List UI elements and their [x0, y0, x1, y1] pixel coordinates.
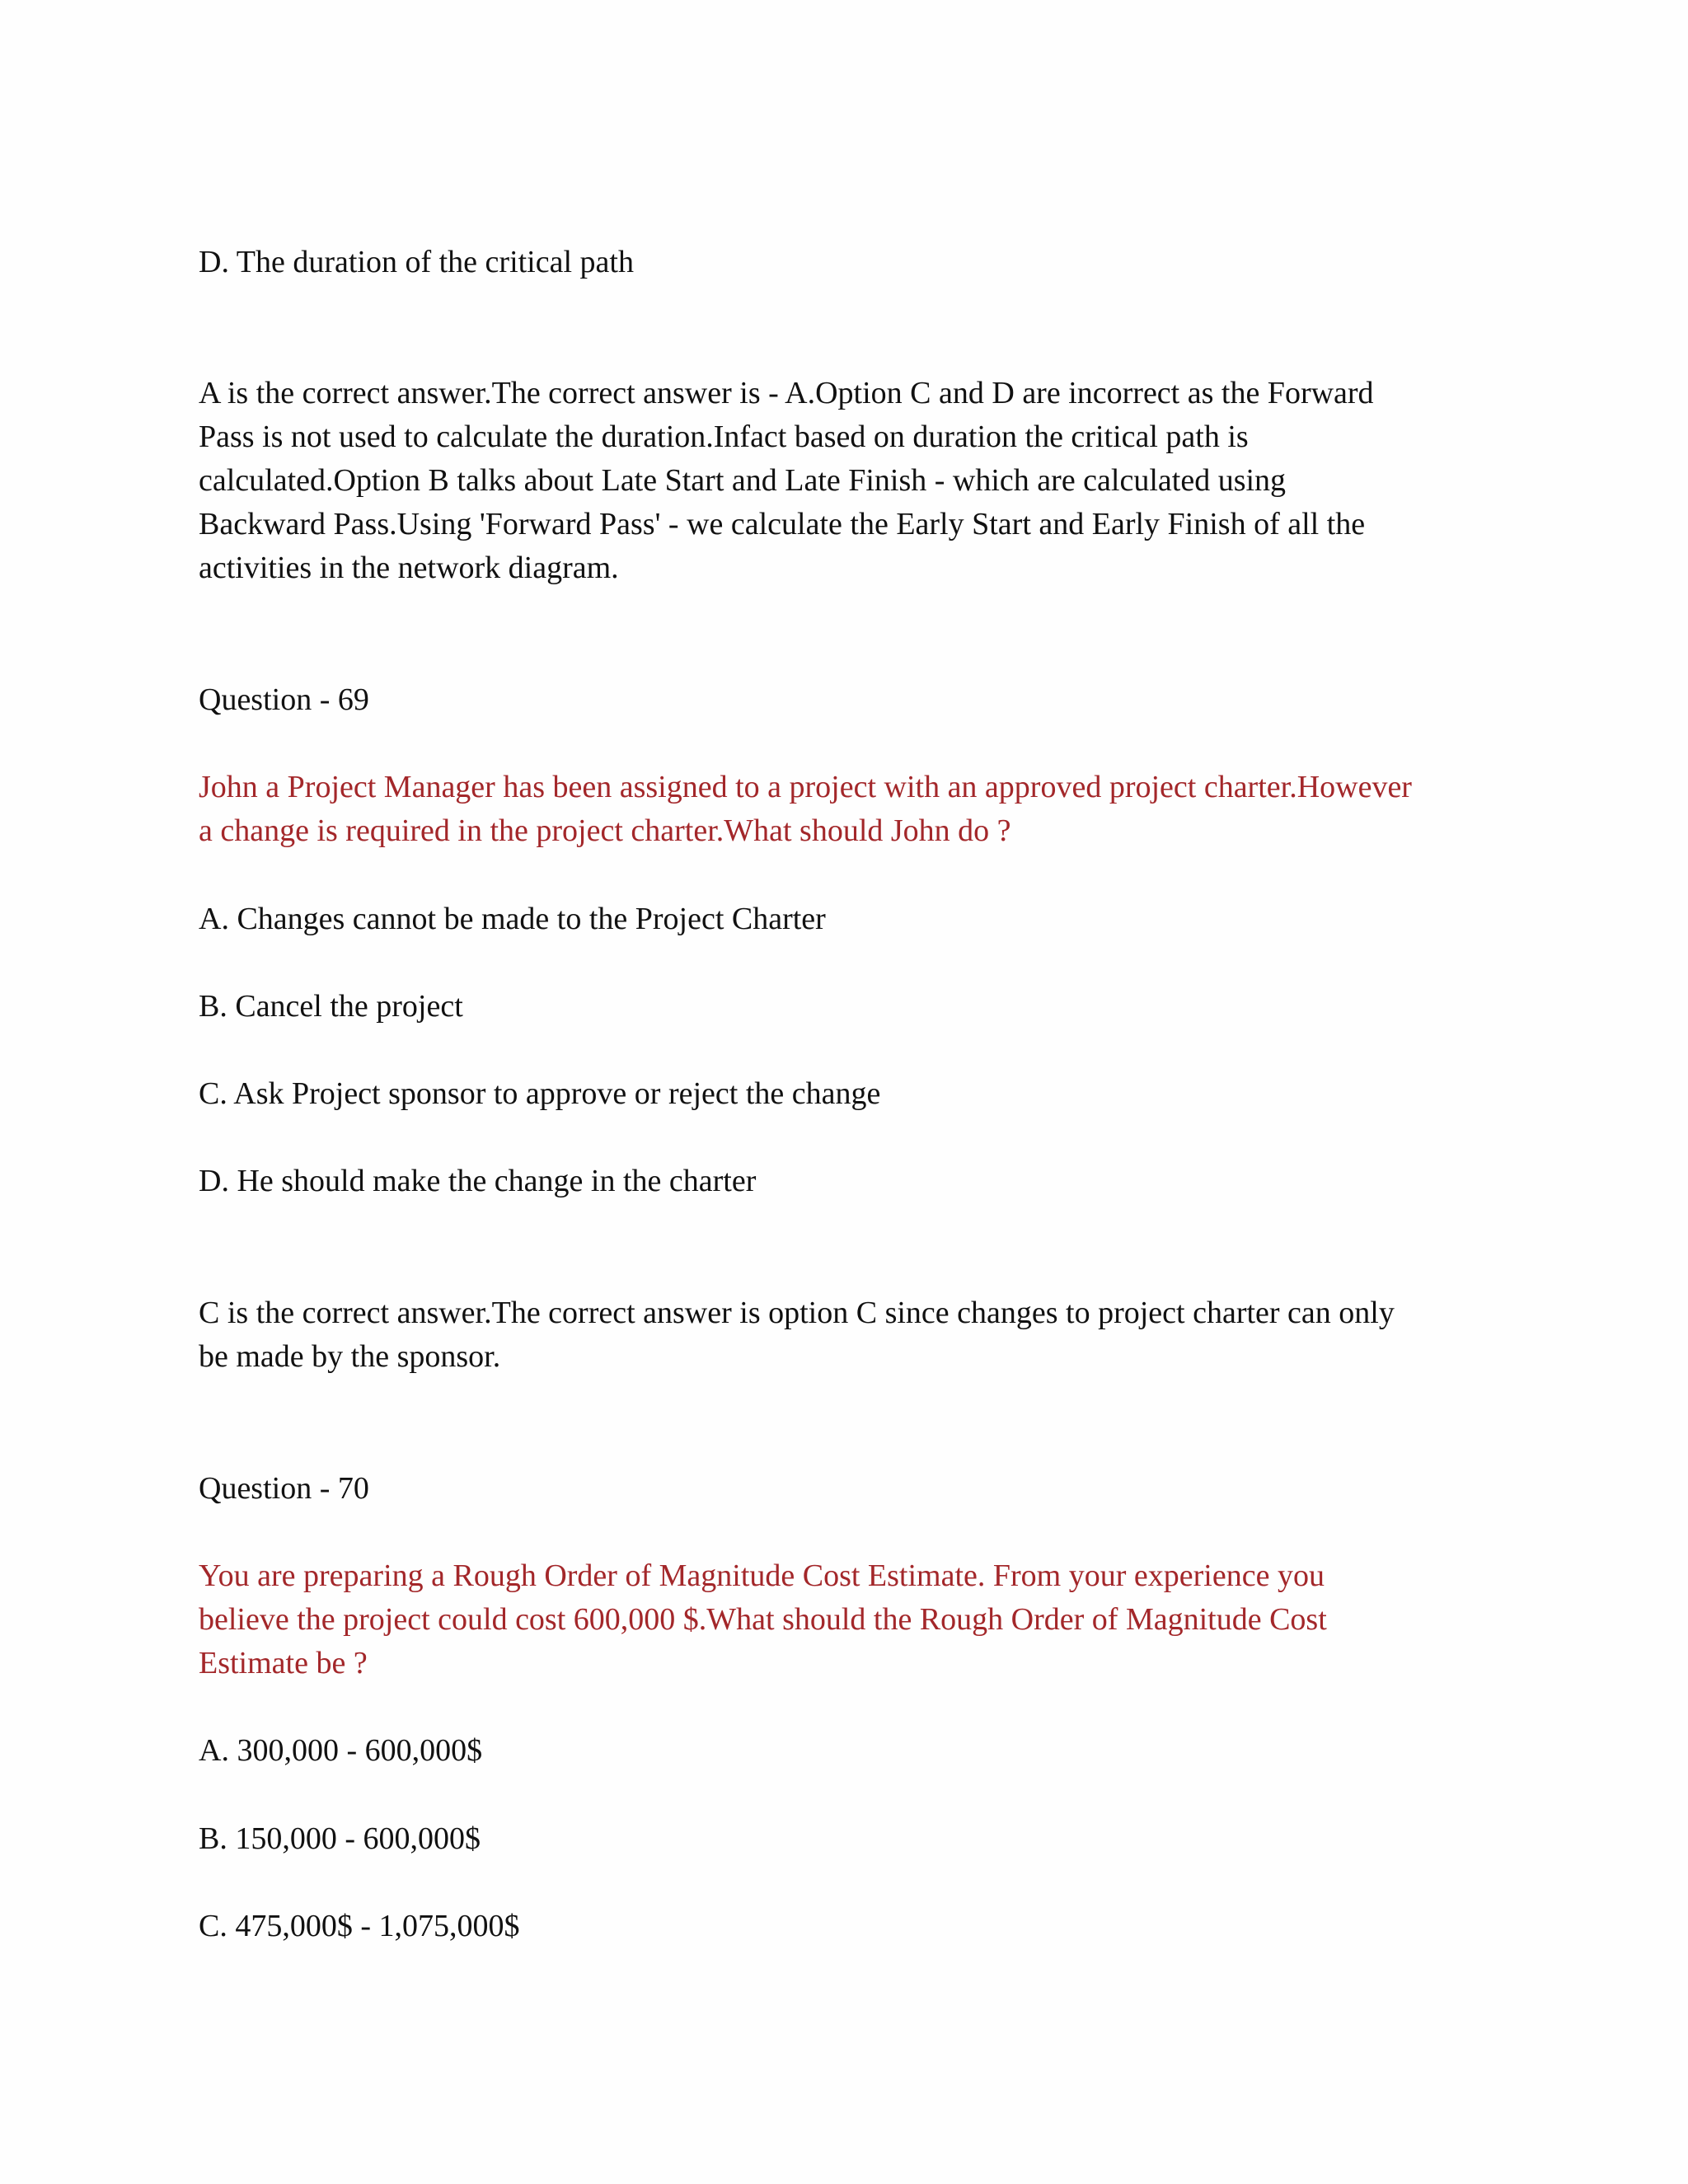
prev-option-d	[199, 241, 1501, 284]
option-text: C. Ask Project sponsor to approve or reject the change	[199, 1076, 881, 1111]
q69-heading	[199, 678, 1501, 722]
answer-line: A is the correct answer.The correct answer is - A.Option C and D are incorrect as the Forward	[199, 376, 1374, 410]
q70-question	[199, 1554, 1501, 1685]
answer-line: activities in the network diagram.	[199, 551, 619, 585]
answer-line: calculated.Option B talks about Late Start and Late Finish - which are calculated using	[199, 463, 1287, 498]
question-line: a change is required in the project charter.What should John do ?	[199, 813, 1011, 848]
prev-answer-explanation	[199, 372, 1501, 590]
option-text: D. He should make the change in the charter	[199, 1164, 757, 1198]
q69-option-c	[199, 1072, 1501, 1116]
answer-line: Backward Pass.Using 'Forward Pass' - we calculate the Early Start and Early Finish of all the	[199, 507, 1366, 541]
question-heading: Question - 69	[199, 682, 369, 717]
q70-option-c	[199, 1905, 1501, 1948]
question-line: believe the project could cost 600,000 $.What should the Rough Order of Magnitude Cost	[199, 1602, 1327, 1637]
q70-option-b	[199, 1817, 1501, 1861]
answer-line: be made by the sponsor.	[199, 1339, 501, 1374]
q69-option-b	[199, 985, 1501, 1029]
question-line: John a Project Manager has been assigned to a project with an approved project charter.However	[199, 770, 1412, 804]
answer-line: C is the correct answer.The correct answer is option C since changes to project charter can only	[199, 1296, 1395, 1330]
question-heading: Question - 70	[199, 1471, 369, 1506]
option-text: C. 475,000$ - 1,075,000$	[199, 1909, 520, 1943]
q70-option-a	[199, 1729, 1501, 1773]
option-text: D. The duration of the critical path	[199, 245, 634, 279]
option-text: B. Cancel the project	[199, 989, 463, 1024]
q69-option-d	[199, 1160, 1501, 1203]
q70-heading	[199, 1467, 1501, 1511]
q69-question	[199, 766, 1501, 853]
answer-line: Pass is not used to calculate the duration.Infact based on duration the critical path is	[199, 419, 1249, 454]
option-text: A. Changes cannot be made to the Project Charter	[199, 902, 826, 936]
question-line: You are preparing a Rough Order of Magnitude Cost Estimate. From your experience you	[199, 1558, 1325, 1593]
q69-option-a	[199, 898, 1501, 941]
option-text: A. 300,000 - 600,000$	[199, 1733, 483, 1768]
q69-answer-explanation	[199, 1291, 1501, 1379]
option-text: B. 150,000 - 600,000$	[199, 1821, 481, 1856]
question-line: Estimate be ?	[199, 1646, 368, 1680]
